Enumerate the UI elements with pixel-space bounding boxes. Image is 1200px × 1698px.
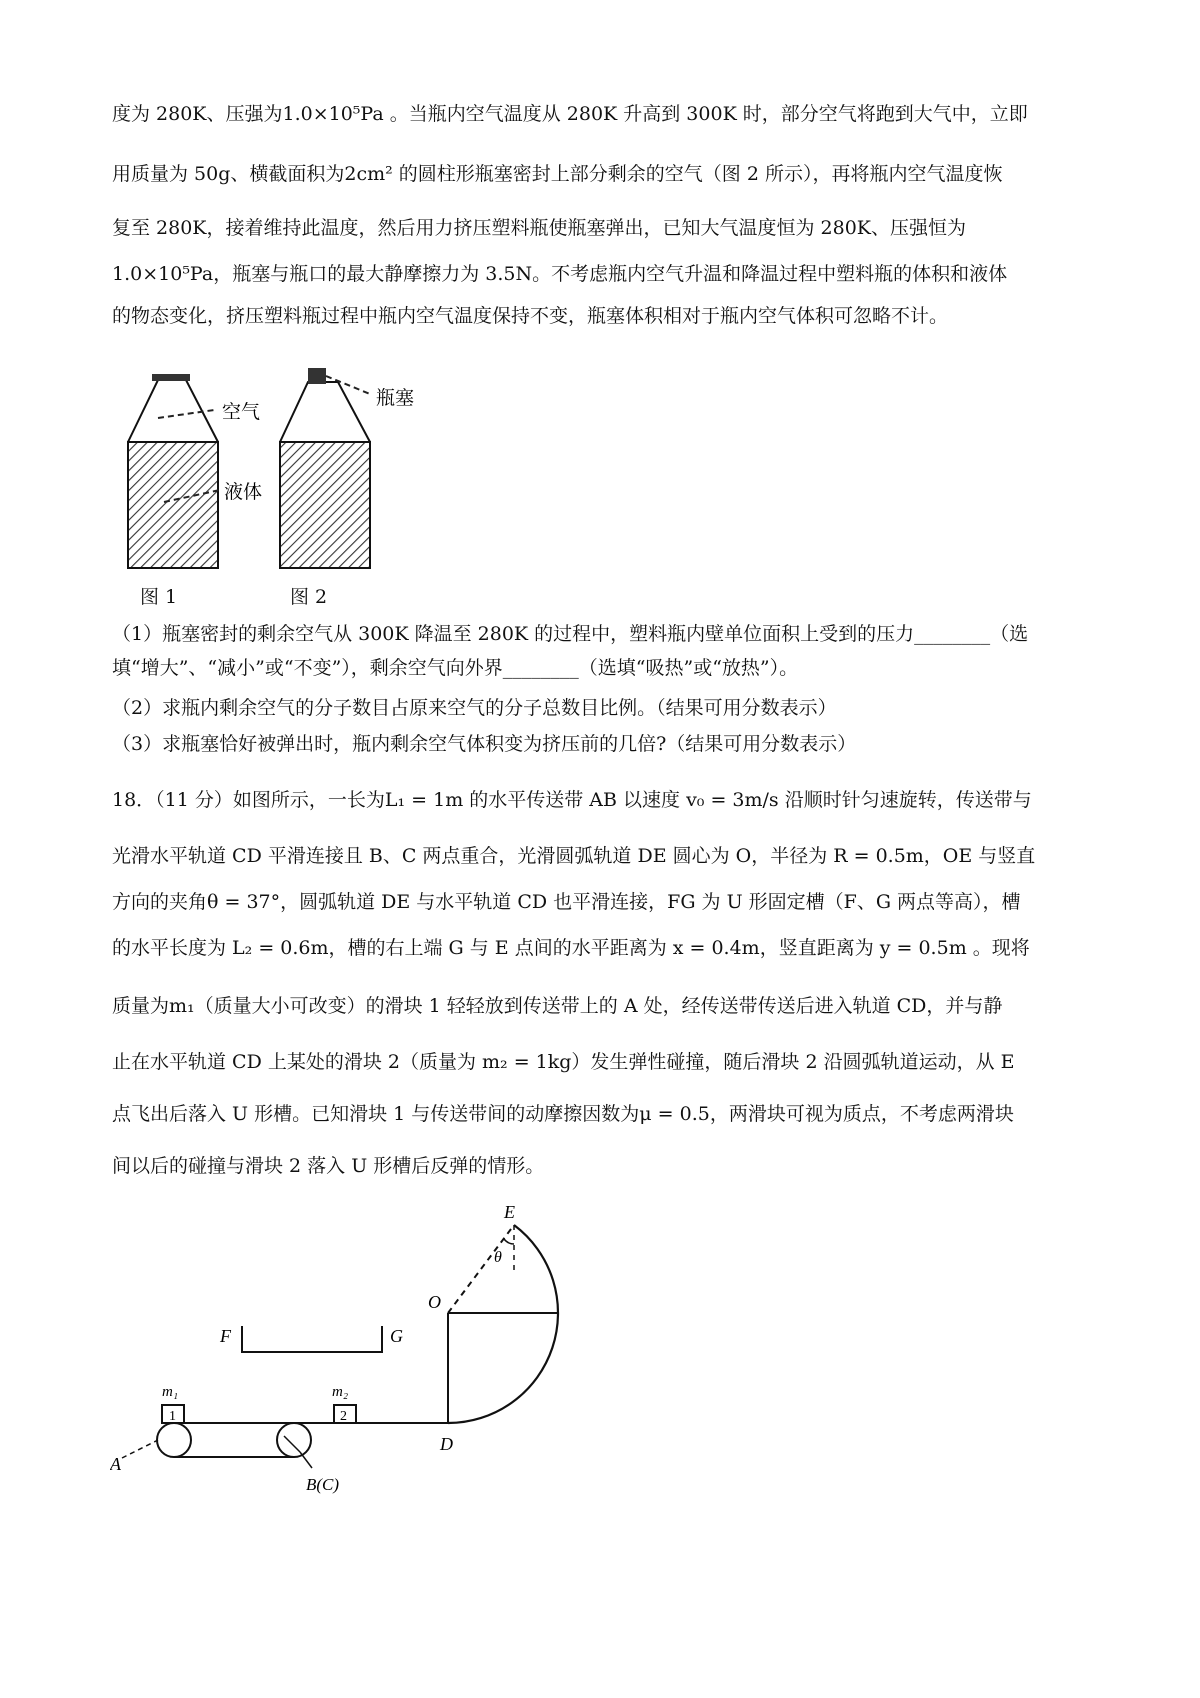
p17-intro-line-1: 度为 280K、压强为1.0×10⁵Pa 。当瓶内空气温度从 280K 升高到 300K 时，部分空气将跑到大气中，立即 xyxy=(112,103,1028,125)
p18-line-4: 的水平长度为 L₂ = 0.6m，槽的右上端 G 与 E 点间的水平距离为 x = 0.4m，竖直距离为 y = 0.5m 。现将 xyxy=(112,937,1030,959)
label-air: 空气 xyxy=(222,402,261,423)
block-2-label: 2 xyxy=(340,1409,347,1424)
label-m1: m₁ xyxy=(162,1384,179,1400)
p18-line-8: 间以后的碰撞与滑块 2 落入 U 形槽后反弹的情形。 xyxy=(112,1155,545,1177)
u-groove-fg xyxy=(242,1326,382,1352)
bottle-2 xyxy=(280,368,370,568)
label-liquid: 液体 xyxy=(224,482,263,503)
label-a: A xyxy=(110,1454,121,1474)
label-d: D xyxy=(440,1434,453,1454)
conveyor-belt xyxy=(157,1423,311,1457)
arc-de xyxy=(448,1225,558,1423)
p17-question-2: （2）求瓶内剩余空气的分子数目占原来空气的分子总数目比例。（结果可用分数表示） xyxy=(112,697,837,719)
bottle-1 xyxy=(128,374,218,568)
p17-question-3: （3）求瓶塞恰好被弹出时，瓶内剩余空气体积变为挤压前的几倍?（结果可用分数表示） xyxy=(112,733,857,755)
p18-line-2: 光滑水平轨道 CD 平滑连接且 B、C 两点重合，光滑圆弧轨道 DE 圆心为 O，半径为 R = 0.5m，OE 与竖直 xyxy=(112,845,1036,867)
p17-question-1a: （1）瓶塞密封的剩余空气从 300K 降温至 280K 的过程中，塑料瓶内壁单位面积上受到的压力________（选 xyxy=(112,623,1029,645)
p18-line-5: 质量为m₁（质量大小可改变）的滑块 1 轻轻放到传送带上的 A 处，经传送带传送后进入轨道 CD，并与静 xyxy=(112,995,1003,1017)
p17-intro-line-2: 用质量为 50g、横截面积为2cm² 的圆柱形瓶塞密封上部分剩余的空气（图 2 所示），再将瓶内空气温度恢 xyxy=(112,163,1003,185)
p18-line-6: 止在水平轨道 CD 上某处的滑块 2（质量为 m₂ = 1kg）发生弹性碰撞，随后滑块 2 沿圆弧轨道运动，从 E xyxy=(112,1051,1015,1073)
block-1-label: 1 xyxy=(169,1409,176,1424)
label-o: O xyxy=(428,1292,441,1312)
label-e: E xyxy=(504,1202,515,1222)
p17-intro-line-5: 的物态变化，挤压塑料瓶过程中瓶内空气温度保持不变，瓶塞体积相对于瓶内空气体积可忽略不计。 xyxy=(112,305,949,327)
label-theta: θ xyxy=(494,1249,502,1266)
p17-intro-line-4: 1.0×10⁵Pa，瓶塞与瓶口的最大静摩擦力为 3.5N。不考虑瓶内空气升温和降温过程中塑料瓶的体积和液体 xyxy=(112,263,1008,285)
p18-line-1: 18．（11 分）如图所示，一长为L₁ = 1m 的水平传送带 AB 以速度 v₀ = 3m/s 沿顺时针匀速旋转，传送带与 xyxy=(112,789,1032,811)
p17-intro-line-3: 复至 280K，接着维持此温度，然后用力挤压塑料瓶使瓶塞弹出，已知大气温度恒为 280K、压强恒为 xyxy=(112,217,967,239)
track-figure xyxy=(110,1200,610,1510)
label-stopper: 瓶塞 xyxy=(376,388,415,409)
label-bc: B(C) xyxy=(306,1475,340,1494)
bottle-figure xyxy=(108,362,438,574)
caption-figure-2: 图 2 xyxy=(290,586,328,608)
line-oe xyxy=(448,1225,514,1313)
label-f: F xyxy=(220,1326,231,1346)
label-m2: m₂ xyxy=(332,1384,349,1400)
stopper xyxy=(308,368,326,384)
p17-question-1b: 填“增大”、“减小”或“不变”），剩余空气向外界________（选填“吸热”或“放热”）。 xyxy=(112,657,799,679)
caption-figure-1: 图 1 xyxy=(140,586,178,608)
p18-line-7: 点飞出后落入 U 形槽。已知滑块 1 与传送带间的动摩擦因数为μ = 0.5，两滑块可视为质点，不考虑两滑块 xyxy=(112,1103,1014,1125)
p18-line-3: 方向的夹角θ = 37°，圆弧轨道 DE 与水平轨道 CD 也平滑连接，FG 为 U 形固定槽（F、G 两点等高），槽 xyxy=(112,891,1021,913)
label-g: G xyxy=(390,1326,403,1346)
